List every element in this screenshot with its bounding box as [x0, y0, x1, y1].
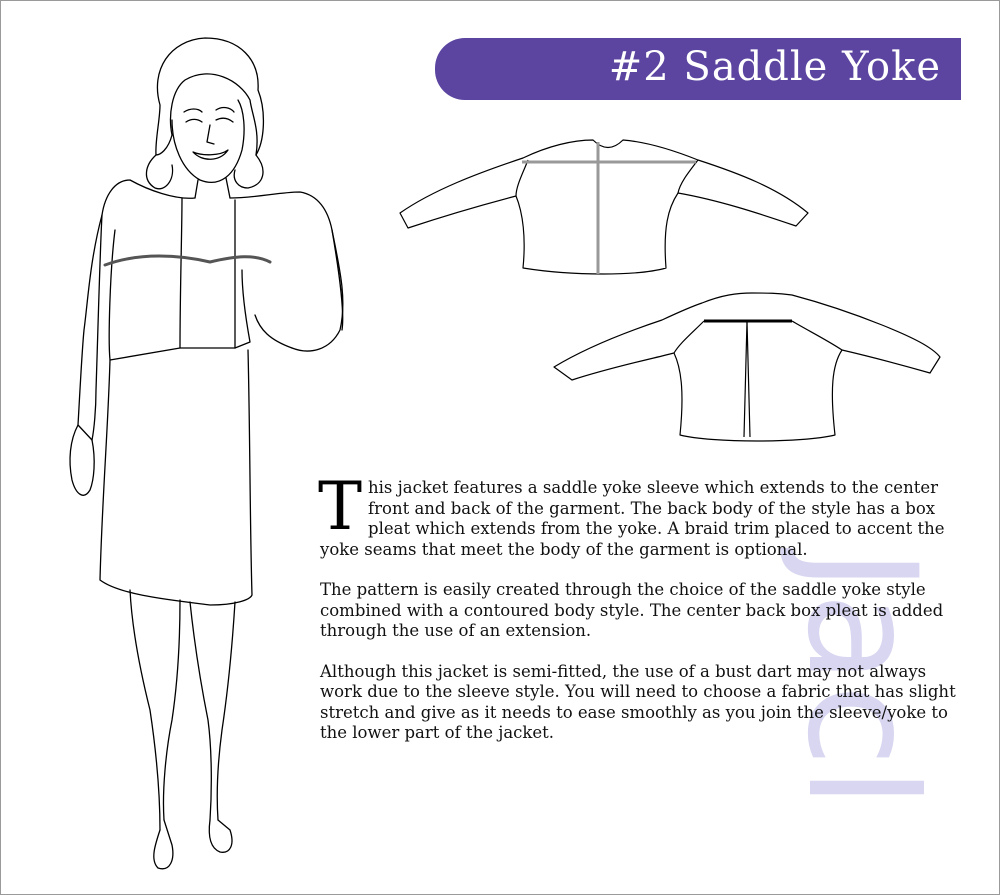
back-jacket-flat — [552, 285, 947, 445]
description-text — [318, 468, 960, 764]
fashion-figure-illustration — [60, 30, 363, 880]
paragraph-2: The pattern is easily created through the choice of the saddle yoke style combined with a contoured body style. The center back box pleat is added through the use of an extension. — [320, 580, 944, 640]
title-banner — [435, 38, 961, 100]
front-jacket-flat — [398, 128, 838, 278]
watermark-text: Jacl — [774, 548, 948, 809]
paragraph-1-text: his jacket features a saddle yoke sleeve which extends to the center front and back of the garment. The back body of the style has a box pleat which extends from the yoke. A braid trim placed to accent the yoke seams that meet the body of the garment is optional. — [320, 478, 945, 559]
paragraph-1 — [318, 468, 960, 560]
drop-cap: T — [318, 468, 363, 545]
paragraph-3: Although this jacket is semi-fitted, the use of a bust dart may not always work due to the sleeve style. You will need to choose a fabric that has slight stretch and give as it needs to ease smoothly as you join the sleeve/yoke to the lower part of the jacket. — [320, 661, 956, 742]
page-title: #2 Saddle Yoke — [608, 44, 941, 90]
